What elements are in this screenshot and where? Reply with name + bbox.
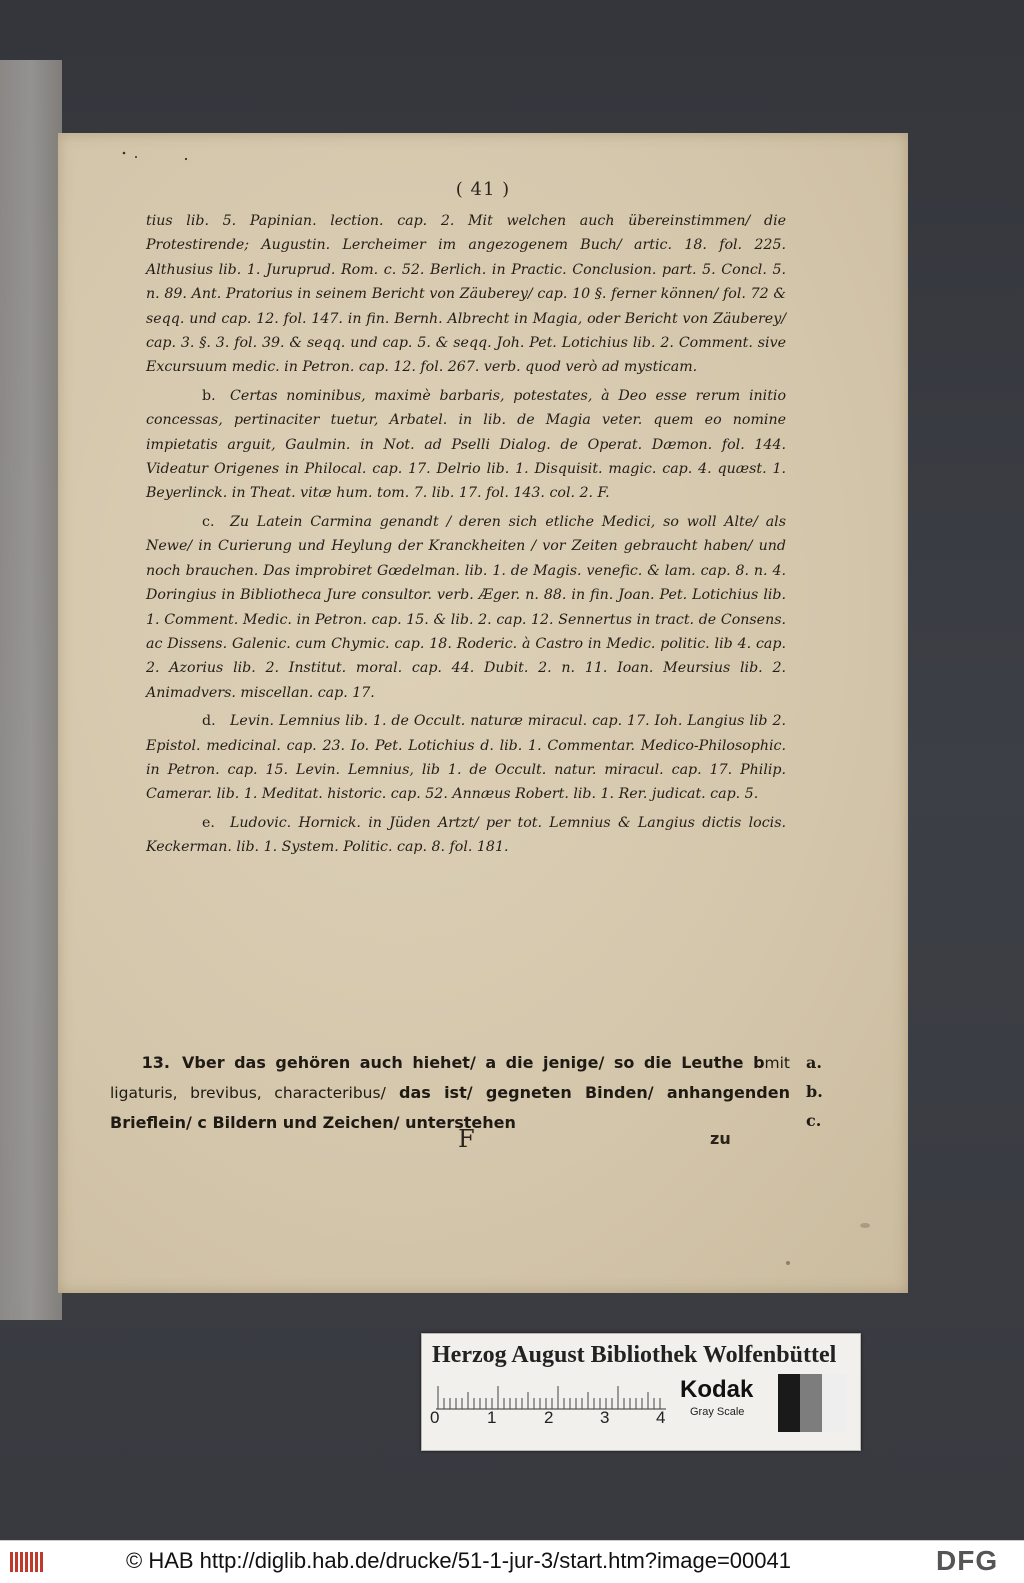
ruler-label: 0 <box>430 1408 440 1427</box>
footnote-e <box>146 811 786 860</box>
footnote-text: Levin. Lemnius lib. 1. de Occult. naturæ miracul. cap. 17. Ioh. Langius lib 2. Epistol. medicinal. cap. 23. Io. Pet. Lotichius d. lib. 1. Commentar. Medico-Philosophic. in Petron. cap. 15. Levin. Lemnius, lib 1. de Occult. natur. miracul. cap. 17. Philip. Camerar. lib. 1. Meditat. historic. cap. 52. Annæus Robert. lib. 1. Rer. judicat. cap. 5. <box>146 713 786 803</box>
paragraph-number: 13. <box>141 1053 170 1072</box>
footnote-text: Certas nominibus, maximè barbaris, potestates, à Deo esse rerum initio concessas, pertinaciter tuetur, Arbatel. in lib. de Magia veter. quem eo nomine impietatis arguit, Gaulmin. in Not. ad Pselli Dialog. de Operat. Dæmon. fol. 144. Videatur Origenes in Philocal. cap. 17. Delrio lib. 1. Disquisit. magic. cap. 4. quæst. 1. Beyerlinck. in Theat. vitæ hum. tom. 7. lib. 17. fol. 143. col. 2. F. <box>146 387 786 502</box>
page-specks <box>118 147 238 167</box>
footer-copyright-url: © HAB http://diglib.hab.de/drucke/51-1-jur-3/start.htm?image=00041 <box>126 1548 791 1573</box>
card-title: Herzog August Bibliothek Wolfenbüttel <box>432 1342 837 1368</box>
color-calibration-card <box>421 1333 861 1451</box>
ruler-label: 2 <box>544 1408 554 1427</box>
gray-patch-white <box>822 1374 846 1432</box>
gray-patch-black <box>778 1374 800 1432</box>
ruler-label: 1 <box>487 1408 497 1427</box>
gray-patch-mid <box>800 1374 822 1432</box>
margin-notes <box>806 1048 836 1135</box>
margin-note-a: a. <box>806 1053 822 1072</box>
dfg-logo: DFG <box>936 1545 999 1576</box>
signature-mark: F <box>458 1125 475 1153</box>
margin-note-b: b. <box>806 1082 823 1101</box>
ruler-label: 3 <box>600 1408 610 1427</box>
footnote-d <box>146 709 786 807</box>
gray-scale-patches <box>778 1374 846 1432</box>
footnote-block <box>146 209 786 860</box>
footnote-b <box>146 384 786 506</box>
footnote-letter: e. <box>202 814 215 831</box>
stain-spot <box>860 1223 870 1228</box>
footnote-text: Ludovic. Hornick. in Jüden Artzt/ per tot. Lemnius & Langius dictis locis. Keckerman. lib. 1. System. Politic. cap. 8. fol. 181. <box>146 814 786 856</box>
note-marker: b <box>753 1053 765 1072</box>
paragraph-line: Vber das gehören auch hiehet/ a die jenige/ so die Leuthe <box>182 1053 744 1072</box>
footnote-letter: d. <box>202 713 216 730</box>
ruler-label: 4 <box>656 1408 666 1427</box>
footnote-continuation <box>146 209 786 380</box>
kodak-logo: Kodak <box>680 1376 754 1403</box>
footnote-text: Zu Latein Carmina genandt / deren sich etliche Medici, so woll Alte/ als Newe/ in Curierung und Heylung der Kranckheiten / vor Zeiten gebraucht haben/ und noch brauchen. Das improbiret Gœdelman. lib. 1. de Magis. venefic. & lam. cap. 8. n. 4. Doringius in Bibliotheca Jure consultor. verb. Æger. n. 88. in fin. Joan. Pet. Lotichius lib. 1. Comment. Medic. in Petron. cap. 15. & lib. 2. cap. 12. Sennertus in tract. de Consens. ac Dissens. Galenic. cum Chymic. cap. 18. Roderic. à Castro in Medic. politic. lib 4. cap. 2. Azorius lib. 2. Institut. moral. cap. 44. Dubit. 2. n. 11. Ioan. Meursius lib. 2. Animadvers. miscellan. cap. 17. <box>146 513 786 701</box>
hab-logo-icon <box>8 1549 48 1575</box>
book-page <box>58 133 908 1293</box>
gray-scale-label: Gray Scale <box>690 1406 745 1418</box>
footnote-letter: c. <box>202 513 215 530</box>
footer-bar <box>0 1540 1024 1583</box>
footnote-letter: b. <box>202 387 216 404</box>
ruler-scale <box>436 1380 666 1410</box>
margin-note-c: c. <box>806 1111 822 1130</box>
latin-phrase: mit ligaturis, brevibus, characteribus/ <box>110 1054 790 1102</box>
ruler-labels <box>430 1408 670 1430</box>
footnote-c <box>146 510 786 705</box>
page-number-header: ( 41 ) <box>455 179 511 200</box>
paragraph-13 <box>110 1048 790 1137</box>
stain-spot <box>786 1261 790 1265</box>
catchword: zu <box>710 1129 731 1148</box>
paragraph-line: das ist/ gegneten Binden/ anhangenden Brieflein/ c Bildern und Zeichen/ unterstehen <box>110 1083 790 1132</box>
previous-page-edge <box>0 60 62 1320</box>
footnote-text: tius lib. 5. Papinian. lection. cap. 2. Mit welchen auch übereinstimmen/ die Protestirende; Augustin. Lercheimer im angezogenem Buch/ artic. 18. fol. 225. Althusius lib. 1. Juruprud. Rom. c. 52. Berlich. in Practic. Conclusion. part. 5. Concl. 5. n. 89. Ant. Pratorius in seinem Bericht von Zäuberey/ cap. 10 §. ferner können/ fol. 72 & seqq. und cap. 12. fol. 147. in fin. Bernh. Albrecht in Magia, oder Bericht von Zäuberey/ cap. 3. §. 3. fol. 39. & seqq. und cap. 5. & seqq. Joh. Pet. Lotichius lib. 2. Comment. sive Excursuum medic. in Petron. cap. 12. fol. 267. verb. quod verò ad mysticam. <box>146 213 786 376</box>
